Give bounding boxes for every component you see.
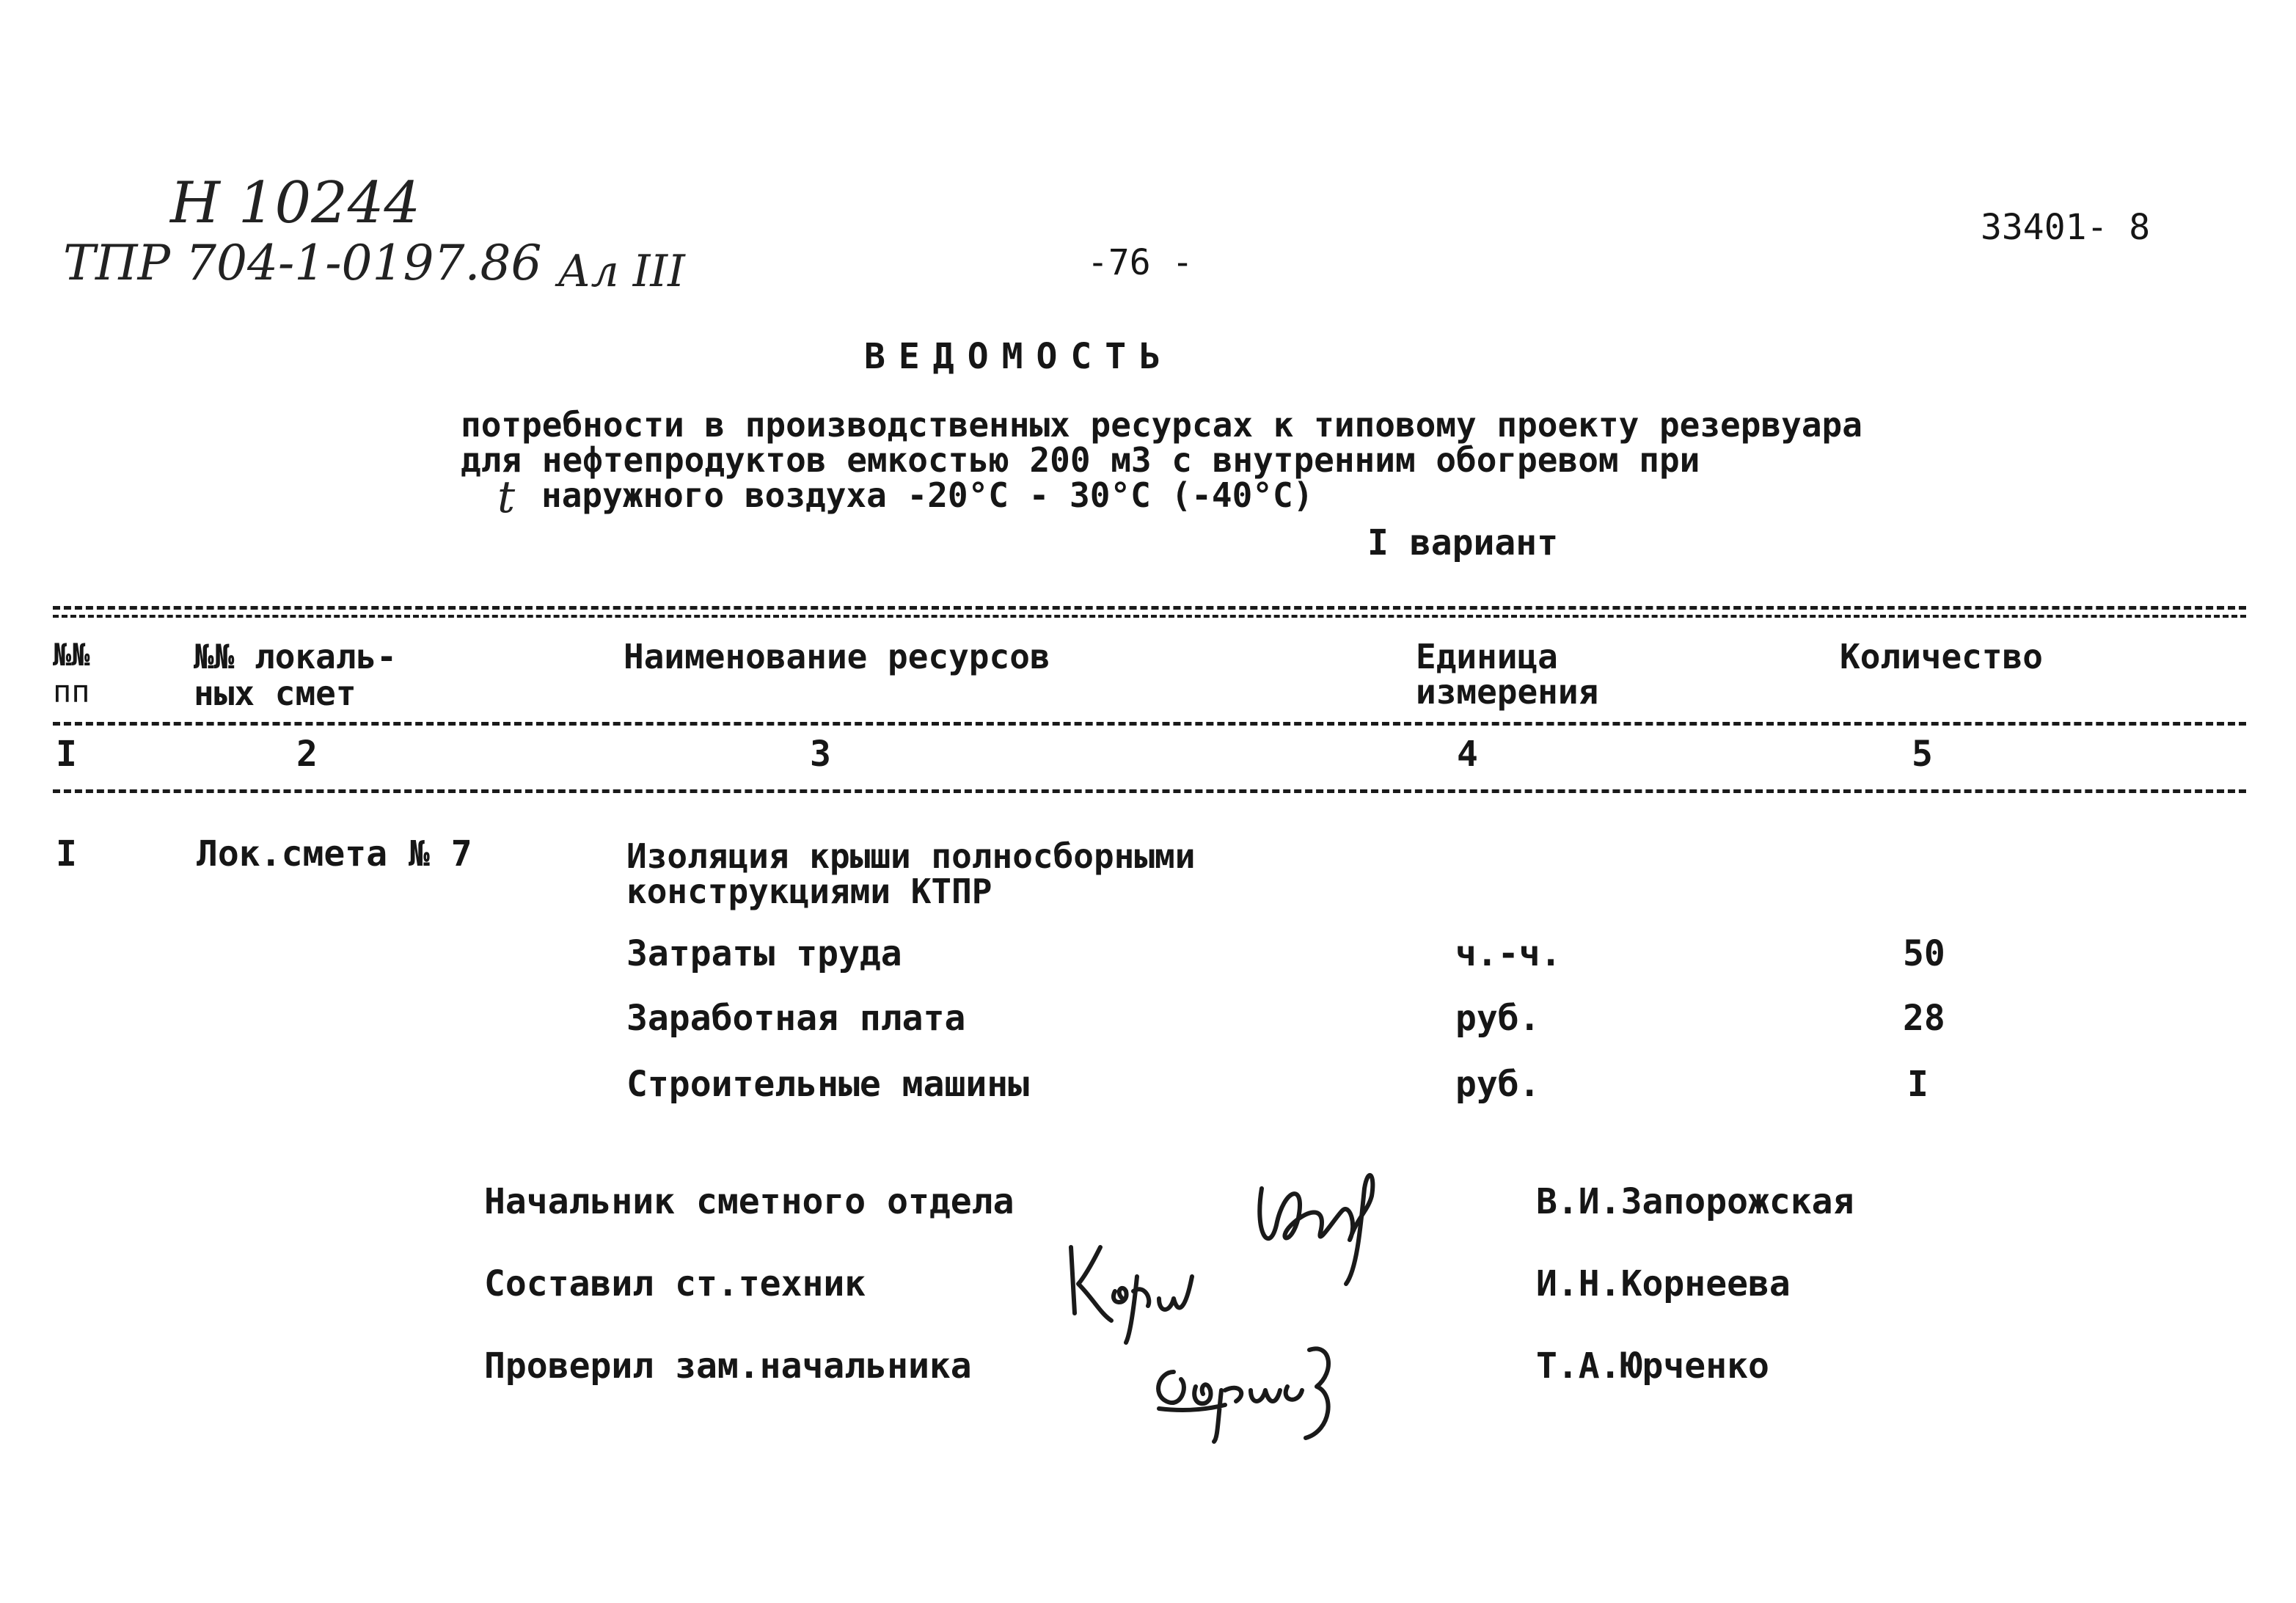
item-qty-machines: I (1907, 1064, 1928, 1105)
signature-name-3: Т.А.Юрченко (1536, 1345, 1769, 1387)
column-numbers-rule (53, 789, 2246, 793)
header-col1-line2: пп (53, 673, 90, 709)
album-number: Ал III (557, 246, 685, 297)
header-col4-line2: измерения (1416, 672, 1599, 712)
header-col1-line1: №№ (53, 637, 90, 673)
item-qty-wages: 28 (1903, 998, 1945, 1039)
header-col2-line1: №№ локаль- (194, 637, 397, 676)
header-col2-line2: ных смет (194, 673, 357, 713)
signature-yurchenko (1144, 1321, 1350, 1445)
signature-role-2: Составил ст.техник (484, 1263, 866, 1304)
column-number-5: 5 (1912, 734, 1933, 775)
page-number: -76 - (1087, 242, 1193, 283)
column-number-2: 2 (296, 734, 318, 775)
document-code: 33401- 8 (1981, 207, 2151, 248)
item-unit-machines: руб. (1455, 1064, 1540, 1105)
variant-label: I вариант (1367, 522, 1559, 563)
signature-name-2: И.Н.Корнеева (1536, 1263, 1791, 1304)
row-number: I (56, 833, 77, 874)
subtitle-line-2: для нефтепродуктов емкостью 200 м3 с внутренним обогревом при (461, 440, 1700, 480)
page-title: ВЕДОМОСТЬ (864, 336, 1174, 377)
row-name-line-2: конструкциями КТПР (626, 872, 992, 911)
signature-role-1: Начальник сметного отдела (484, 1181, 1014, 1222)
item-name-labor: Затраты труда (626, 933, 902, 974)
handwritten-number: Н 10244 (170, 170, 420, 236)
item-unit-labor: ч.-ч. (1455, 933, 1562, 974)
item-qty-labor: 50 (1903, 933, 1945, 974)
header-col3: Наименование ресурсов (624, 637, 1050, 676)
column-number-4: 4 (1457, 734, 1478, 775)
item-name-wages: Заработная плата (626, 998, 966, 1039)
table-top-rule (53, 606, 2246, 610)
column-number-3: 3 (810, 734, 831, 775)
project-code: ТПР 704-1-0197.86 (63, 235, 542, 291)
item-name-machines: Строительные машины (626, 1064, 1030, 1105)
row-name-line-1: Изоляция крыши полносборными (626, 836, 1196, 876)
subtitle-line-1: потребности в производственных ресурсах к типовому проекту резервуара (461, 405, 1862, 445)
row-estimate: Лок.смета № 7 (197, 833, 472, 874)
signature-role-3: Проверил зам.начальника (484, 1345, 972, 1387)
item-unit-wages: руб. (1455, 998, 1540, 1039)
signature-zaporozhskaya (1247, 1144, 1394, 1306)
header-bottom-rule (53, 722, 2246, 726)
temperature-symbol: t (497, 472, 516, 523)
signature-name-1: В.И.Запорожская (1536, 1181, 1854, 1222)
header-col4-line1: Единица (1416, 637, 1558, 676)
subtitle-line-3: наружного воздуха -20°С - 30°С (-40°С) (541, 475, 1314, 515)
header-col5: Количество (1840, 637, 2043, 676)
table-top-rule-2 (53, 615, 2246, 618)
column-number-1: I (56, 734, 77, 775)
